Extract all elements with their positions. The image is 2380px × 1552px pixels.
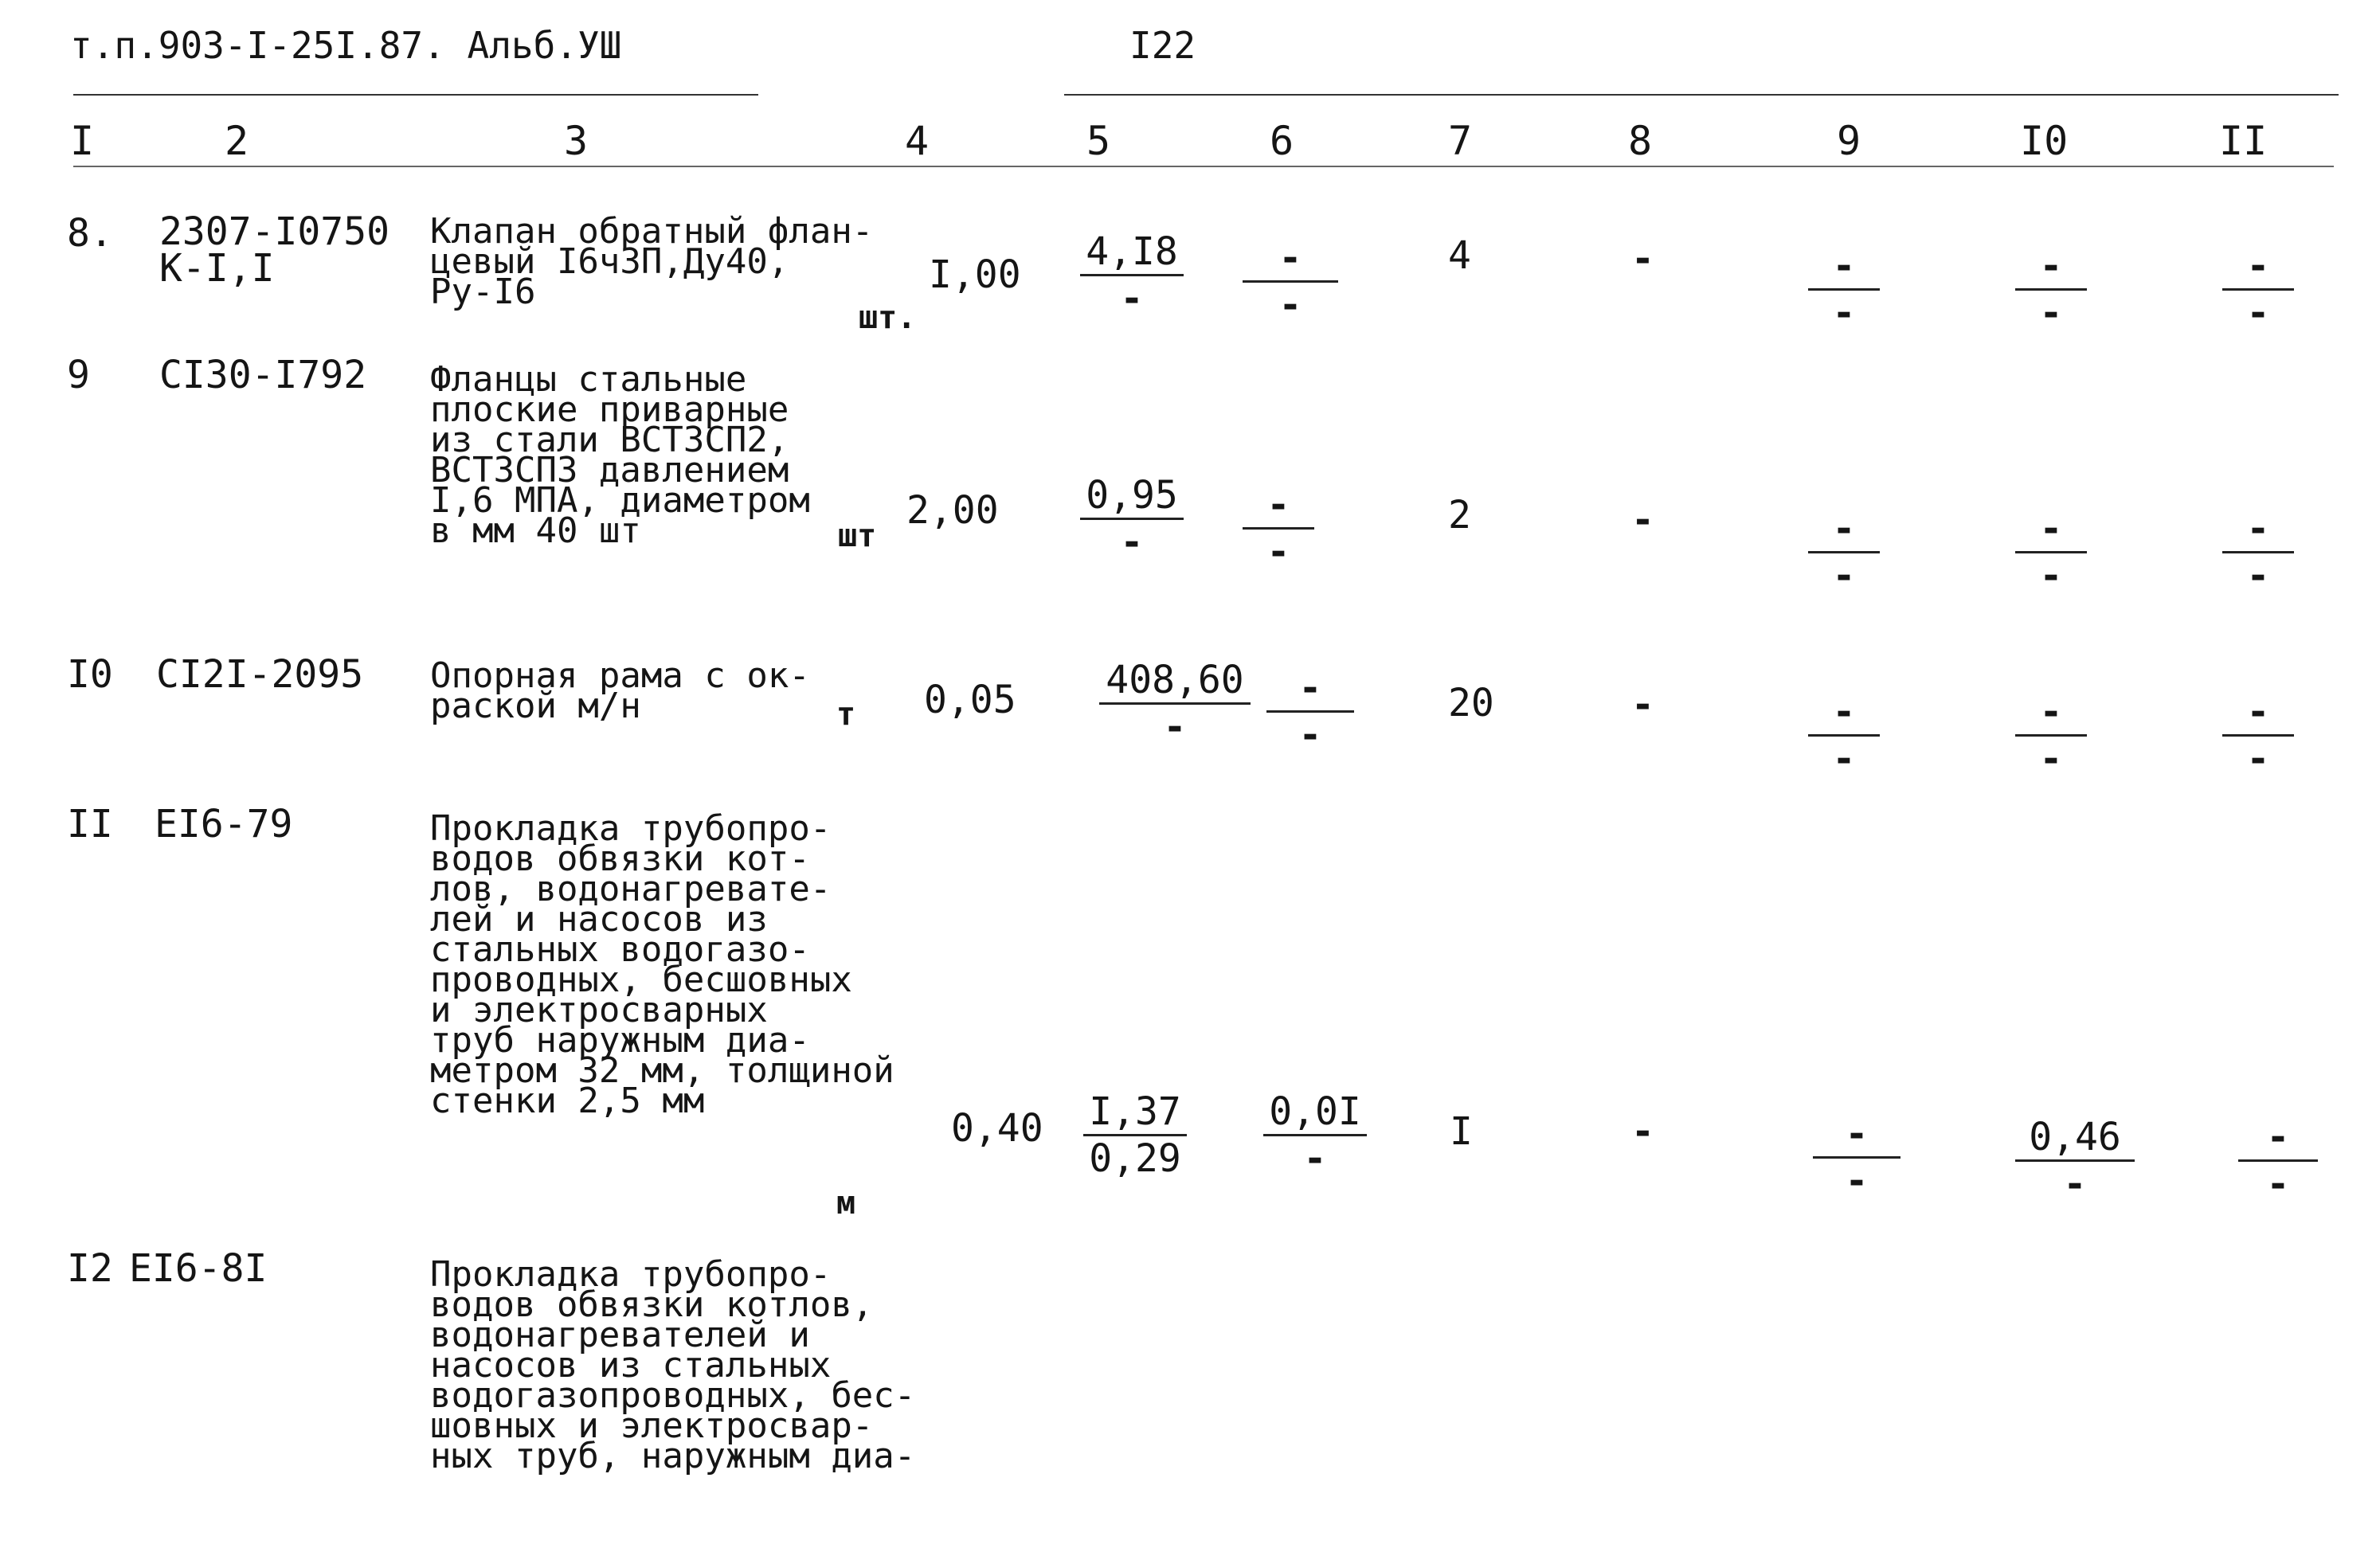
row-description-line: цевый I6ч3П,Ду40,	[430, 241, 789, 282]
fraction-numerator: -	[1808, 693, 1880, 737]
cell-col11-fraction	[2222, 690, 2294, 781]
row-number: II	[67, 802, 113, 846]
row-code-line: CI30-I792	[159, 353, 367, 397]
cell-col11-fraction	[2222, 244, 2294, 335]
row-col7-value: 4	[1448, 233, 1471, 278]
cell-col5-fraction	[1080, 473, 1184, 565]
fraction-numerator: 0,0I	[1263, 1093, 1367, 1136]
row-description-line: стенки 2,5 мм	[430, 1081, 705, 1121]
fraction-numerator: -	[1808, 510, 1880, 553]
fraction-denominator: -	[2246, 291, 2270, 335]
fraction-numerator: 0,46	[2015, 1118, 2135, 1162]
row-description-line: Прокладка трубопро-	[430, 1254, 832, 1295]
row-description-line: водов обвязки кот-	[430, 839, 810, 879]
row-number: 8.	[67, 211, 113, 256]
cell-col6-fraction	[1243, 483, 1314, 574]
fraction-denominator: -	[2039, 291, 2063, 335]
fraction-numerator: 408,60	[1099, 661, 1251, 705]
row-description-line: ных труб, наружным диа-	[430, 1436, 916, 1476]
row-description-line: Ру-I6	[430, 272, 536, 312]
row-description-line: метром 32 мм, толщиной	[430, 1050, 894, 1091]
cell-col10-fraction	[2015, 506, 2087, 598]
col-num-4: 4	[905, 118, 930, 164]
row-unit: м	[836, 1185, 856, 1222]
col-num-10: I0	[2020, 118, 2069, 164]
row-description-line: проводных, бесшовных	[430, 960, 852, 1000]
col-num-1: I	[70, 118, 95, 164]
row-number: I0	[67, 652, 113, 697]
row-col8-value: -	[1631, 237, 1654, 281]
col-num-11: II	[2219, 118, 2268, 164]
fraction-denominator: -	[2266, 1162, 2290, 1206]
fraction-denominator: -	[1120, 276, 1144, 321]
row-description-line: плоские приварные	[430, 389, 789, 430]
cell-col9-fraction	[1808, 690, 1880, 781]
row-description-line: Клапан обратный флан-	[430, 211, 874, 252]
fraction-numerator: -	[1243, 486, 1314, 530]
header-rule-right	[1064, 94, 2339, 96]
row-description-line: лов, водонагревате-	[430, 869, 832, 909]
fraction-denominator: -	[1278, 283, 1302, 327]
cell-col9-fraction	[1813, 1112, 1900, 1203]
row-description-line: водов обвязки котлов,	[430, 1284, 874, 1325]
fraction-numerator: I,37	[1083, 1093, 1187, 1136]
row-description-line: Опорная рама с ок-	[430, 655, 810, 696]
row-unit: шт	[838, 518, 877, 554]
fraction-numerator: -	[1808, 247, 1880, 291]
fraction-denominator: -	[2246, 553, 2270, 598]
row-description-line: ВСТ3СП3 давлением	[430, 450, 789, 491]
col-num-2: 2	[225, 118, 249, 164]
fraction-denominator: -	[1832, 291, 1856, 335]
fraction-denominator: -	[1303, 1136, 1327, 1181]
row-unit: шт.	[859, 299, 917, 336]
cell-col5-fraction	[1099, 658, 1251, 749]
fraction-denominator: -	[2039, 553, 2063, 598]
row-col7-value: 2	[1448, 493, 1471, 538]
row-description-line: раской м/н	[430, 686, 641, 726]
page-number: I22	[1129, 24, 1196, 67]
fraction-denominator: -	[1832, 737, 1856, 781]
cell-col6-fraction	[1266, 666, 1354, 757]
row-col8-value: -	[1631, 1109, 1654, 1154]
cell-col10-fraction	[2015, 1115, 2135, 1206]
col-num-6: 6	[1270, 118, 1294, 164]
column-header-rule	[73, 166, 2334, 167]
fraction-denominator: -	[2246, 737, 2270, 781]
row-description-line: труб наружным диа-	[430, 1020, 810, 1061]
cell-col5-fraction	[1080, 229, 1184, 321]
fraction-numerator: -	[1813, 1115, 1900, 1159]
row-code-line: CI2I-2095	[156, 652, 364, 697]
cell-col6-fraction	[1243, 236, 1338, 327]
row-description-line: Фланцы стальные	[430, 359, 747, 400]
row-code-line: EI6-8I	[129, 1246, 268, 1291]
row-unit: т	[836, 696, 856, 733]
fraction-numerator: 0,95	[1080, 476, 1184, 520]
row-code-line: К-I,I	[159, 246, 275, 291]
fraction-denominator: -	[2039, 737, 2063, 781]
row-quantity: 0,40	[951, 1106, 1043, 1151]
row-number: 9	[67, 353, 90, 397]
row-col8-value: -	[1631, 682, 1654, 727]
row-description-line: насосов из стальных	[430, 1345, 832, 1386]
row-col7-value: 20	[1448, 681, 1494, 725]
col-num-7: 7	[1448, 118, 1473, 164]
row-quantity: 2,00	[906, 488, 999, 533]
cell-col10-fraction	[2015, 244, 2087, 335]
fraction-denominator: -	[1266, 530, 1290, 574]
fraction-denominator: -	[1845, 1159, 1869, 1203]
row-description-line: из стали ВСТ3СП2,	[430, 420, 789, 460]
fraction-numerator: -	[2222, 247, 2294, 291]
cell-col6-fraction	[1263, 1089, 1367, 1181]
fraction-numerator: -	[1266, 669, 1354, 713]
col-num-3: 3	[564, 118, 589, 164]
cell-col10-fraction	[2015, 690, 2087, 781]
fraction-numerator: -	[2238, 1118, 2318, 1162]
row-quantity: I,00	[929, 252, 1021, 297]
row-col8-value: -	[1631, 498, 1654, 542]
document-code: т.п.903-I-25I.87. Альб.УШ	[70, 24, 622, 67]
row-description-line: Прокладка трубопро-	[430, 808, 832, 849]
fraction-numerator: -	[2015, 693, 2087, 737]
row-description-line: шовных и электросвар-	[430, 1405, 874, 1446]
col-num-5: 5	[1086, 118, 1111, 164]
fraction-numerator: 4,I8	[1080, 233, 1184, 276]
cell-col9-fraction	[1808, 244, 1880, 335]
row-description-line: лей и насосов из	[430, 899, 768, 940]
cell-col11-fraction	[2222, 506, 2294, 598]
row-code-line: EI6-79	[155, 802, 293, 846]
fraction-denominator: -	[1163, 705, 1187, 749]
row-description-line: I,6 МПА, диаметром	[430, 480, 810, 521]
cell-col9-fraction	[1808, 506, 1880, 598]
fraction-denominator: 0,29	[1089, 1136, 1181, 1181]
row-description-line: водогазопроводных, бес-	[430, 1375, 916, 1416]
fraction-numerator: -	[2222, 693, 2294, 737]
fraction-denominator: -	[1832, 553, 1856, 598]
fraction-numerator: -	[2015, 247, 2087, 291]
header-rule-left	[73, 94, 758, 96]
row-col7-value: I	[1450, 1109, 1473, 1154]
row-description-line: стальных водогазо-	[430, 929, 810, 970]
fraction-denominator: -	[2063, 1162, 2087, 1206]
fraction-numerator: -	[2222, 510, 2294, 553]
row-quantity: 0,05	[924, 678, 1016, 722]
row-code-line: 2307-I0750	[159, 209, 389, 254]
row-description-line: в мм 40 шт	[430, 510, 641, 551]
fraction-denominator: -	[1120, 520, 1144, 565]
fraction-numerator: -	[2015, 510, 2087, 553]
fraction-denominator: -	[1298, 713, 1322, 757]
row-description-line: водонагревателей и	[430, 1315, 810, 1355]
row-number: I2	[67, 1246, 113, 1291]
col-num-9: 9	[1837, 118, 1861, 164]
col-num-8: 8	[1628, 118, 1653, 164]
row-description-line: и электросварных	[430, 990, 768, 1030]
fraction-numerator: -	[1243, 239, 1338, 283]
cell-col11-fraction	[2238, 1115, 2318, 1206]
cell-col5-fraction	[1083, 1089, 1187, 1181]
